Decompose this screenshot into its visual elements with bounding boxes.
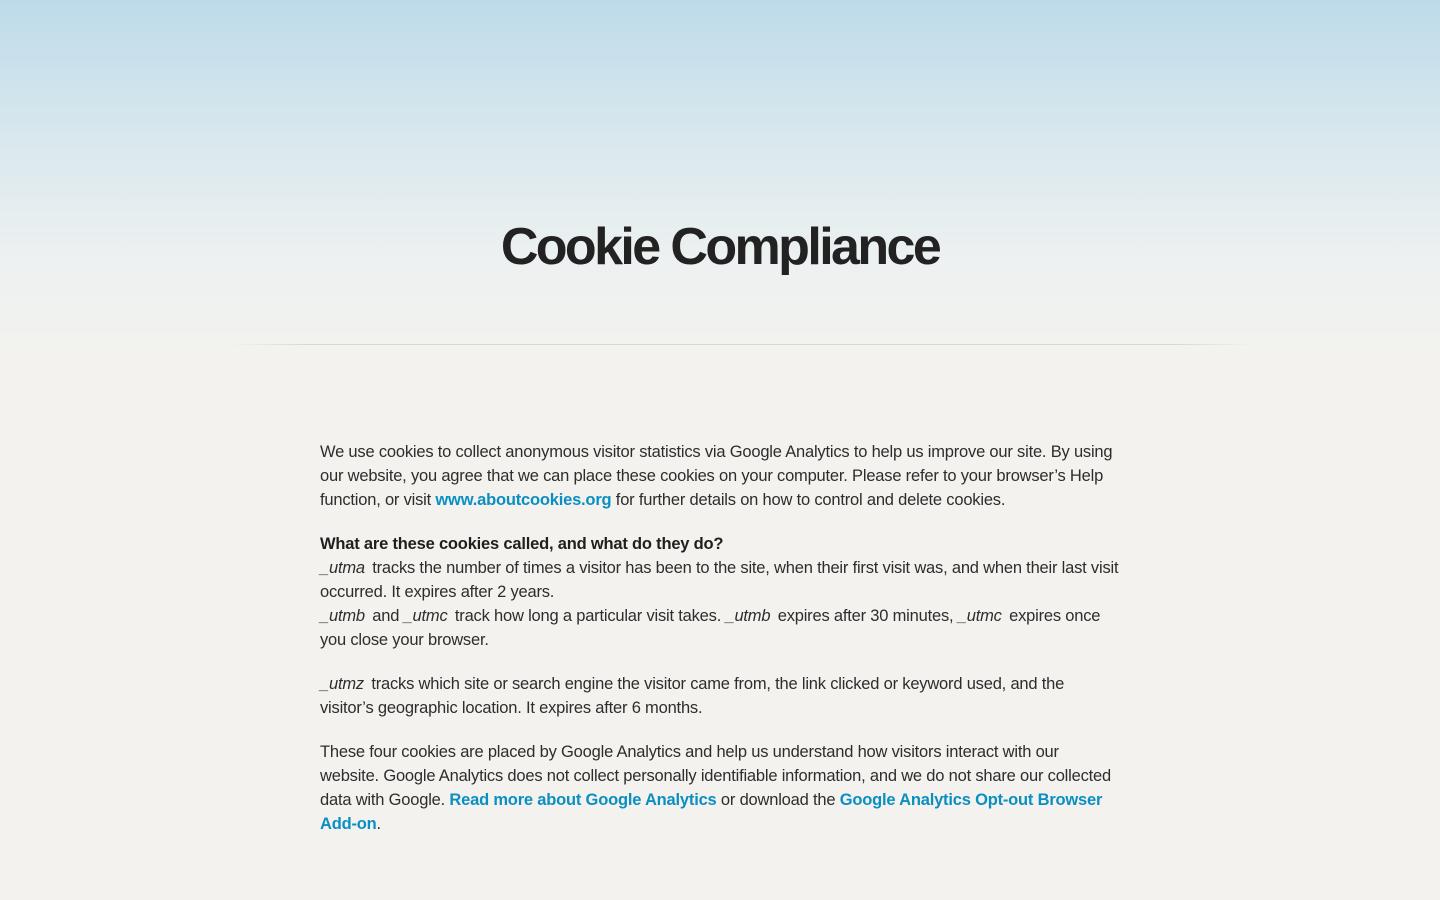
aboutcookies-link[interactable]: www.aboutcookies.org xyxy=(435,491,612,509)
analytics-text: These four cookies are placed by Google Analytics and help us understand how visitors interact with our website. Google Analytics does not collect personally identifiable information, and we do not share our collected data with Google. xyxy=(320,743,1111,809)
analytics-paragraph xyxy=(320,740,1120,836)
period-text: . xyxy=(376,815,381,833)
utmb-utmc-text: track how long a particular visit takes. xyxy=(450,607,726,625)
read-more-analytics-link[interactable]: Read more about Google Analytics xyxy=(449,791,717,809)
utmc-cookie-name-2: _utmc xyxy=(957,607,1002,625)
utma-description xyxy=(320,556,1120,604)
intro-text-end: for further details on how to control and delete cookies. xyxy=(611,491,1006,509)
optout-addon-link[interactable]: Google Analytics Opt-out Browser Add-on xyxy=(320,791,1103,833)
utma-text: tracks the number of times a visitor has been to the site, when their first visit was, and when their last visit occurred. It expires after 2 years. xyxy=(320,559,1119,601)
intro-text: We use cookies to collect anonymous visitor statistics via Google Analytics to help us improve our site. By using our website, you agree that we can place these cookies on your computer. Please refer to your browser’s Help function, or visit xyxy=(320,443,1113,509)
utmb-cookie-name-2: _utmb xyxy=(725,607,771,625)
cookies-heading: What are these cookies called, and what do they do? xyxy=(320,535,724,553)
page-title: Cookie Compliance xyxy=(500,218,940,276)
section-divider xyxy=(230,344,1254,345)
download-text: or download the xyxy=(716,791,840,809)
and-text: and xyxy=(367,607,404,625)
utmb-utmc-description xyxy=(320,604,1120,652)
utmc-cookie-name: _utmc xyxy=(403,607,448,625)
utmz-text: tracks which site or search engine the visitor came from, the link clicked or keyword used, and the visitor’s geographic location. It expires after 6 months. xyxy=(320,675,1065,717)
utmb-expiry-text: expires after 30 minutes, xyxy=(773,607,958,625)
intro-paragraph xyxy=(320,440,1120,512)
utma-cookie-name: _utma xyxy=(320,559,365,577)
utmz-cookie-name: _utmz xyxy=(320,675,364,693)
cookie-policy-content xyxy=(320,440,1120,856)
utmz-paragraph xyxy=(320,672,1120,720)
cookies-explanation xyxy=(320,532,1120,652)
hero-header xyxy=(0,0,1440,345)
utmb-cookie-name: _utmb xyxy=(320,607,365,625)
utmc-expiry-text: expires once you close your browser. xyxy=(320,607,1101,649)
